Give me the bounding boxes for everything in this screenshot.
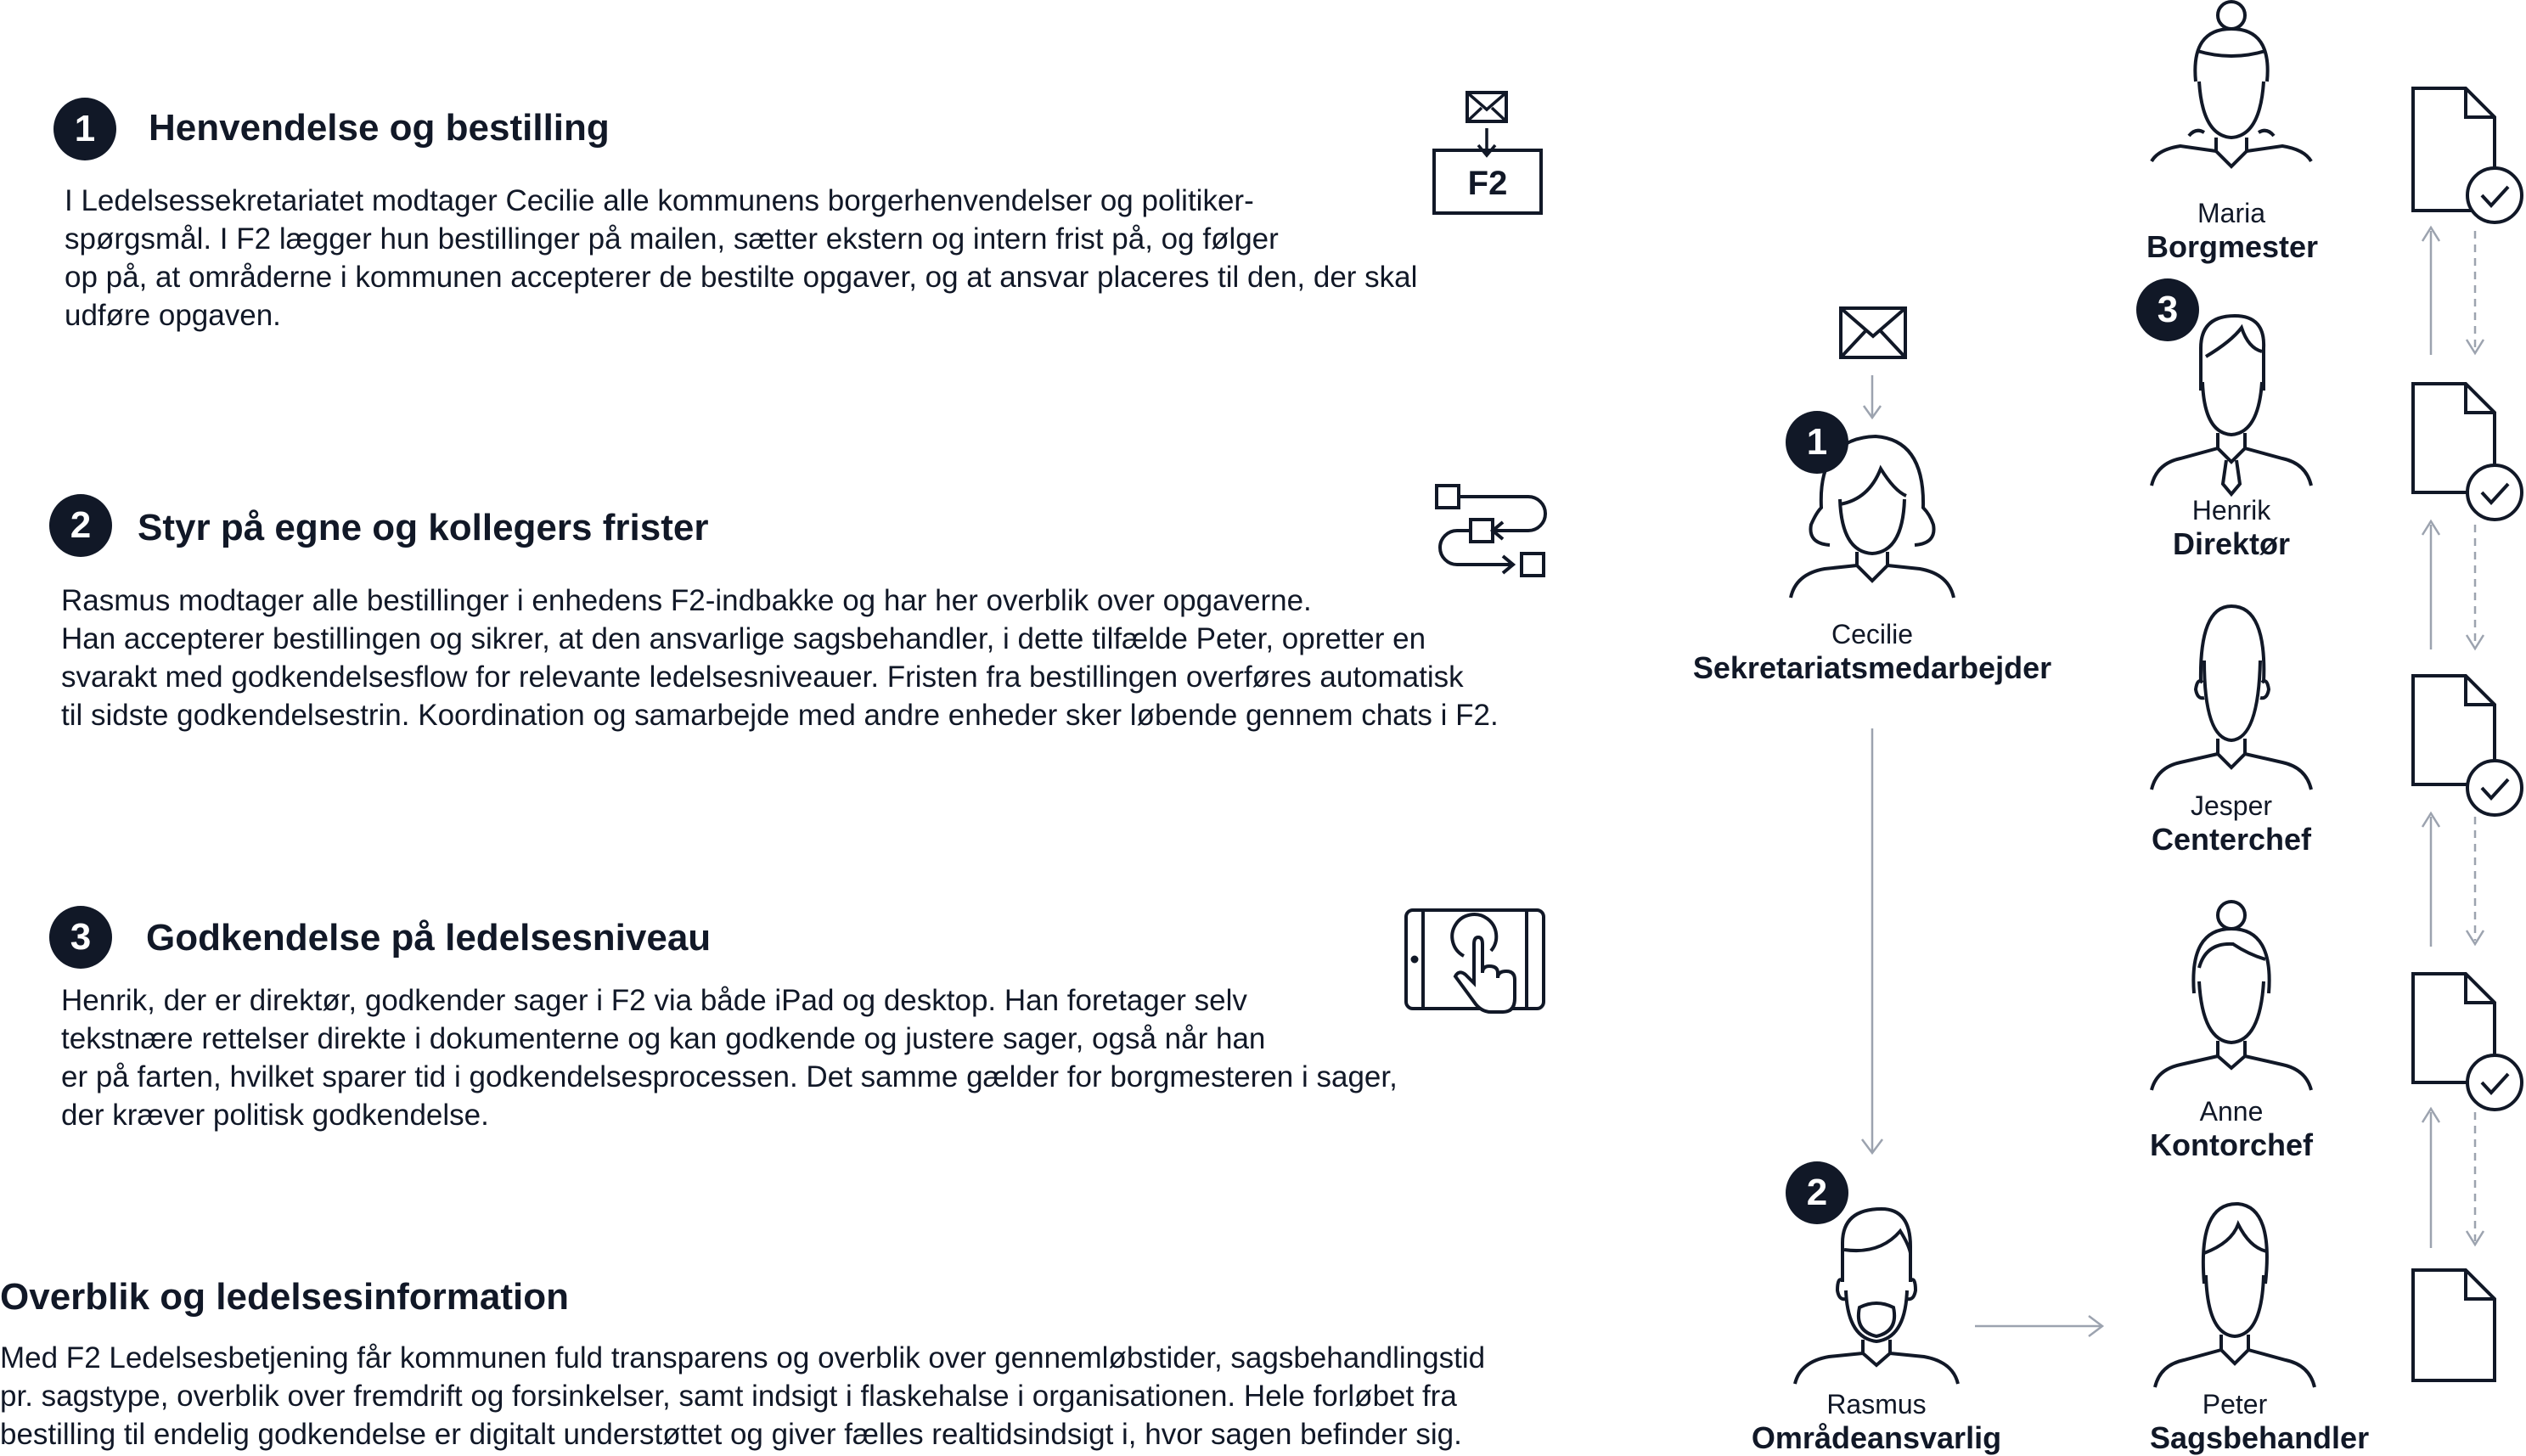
person-name: Rasmus xyxy=(1826,1389,1927,1419)
person-name: Cecilie xyxy=(1831,619,1914,649)
section-2-line: Rasmus modtager alle bestillinger i enhedens F2-indbakke og har her overblik over opgaverne. xyxy=(61,584,1312,617)
section-1-line: spørgsmål. I F2 lægger hun bestillinger på mailen, sætter ekstern og intern frist på, og følger xyxy=(65,222,1279,256)
person-role: Borgmester xyxy=(2146,229,2319,264)
person-role: Kontorchef xyxy=(2150,1127,2313,1162)
overview-line: Med F2 Ledelsesbetjening får kommunen fuld transparens og overblik over gennemløbstider, sagsbehandlingstid xyxy=(0,1341,1486,1374)
person-role: Sagsbehandler xyxy=(2150,1420,2370,1455)
peter-avatar-icon xyxy=(2150,1199,2320,1394)
step-badge-2-diagram: 2 xyxy=(1786,1161,1848,1224)
maria-avatar-icon xyxy=(2146,0,2316,204)
person-maria xyxy=(2146,197,2319,265)
person-peter xyxy=(2150,1388,2370,1456)
person-name: Henrik xyxy=(2191,495,2271,526)
person-name: Anne xyxy=(2199,1096,2264,1127)
section-3-line: tekstnære rettelser direkte i dokumenterne og kan godkende og justere sager, også når han xyxy=(61,1022,1266,1055)
section-1-line: udføre opgaven. xyxy=(65,299,281,332)
person-role: Direktør xyxy=(2172,526,2291,561)
step-badge-1: 1 xyxy=(53,98,116,160)
person-anne xyxy=(2146,1095,2316,1163)
step-badge-1-diagram: 1 xyxy=(1786,411,1848,474)
overview-line: pr. sagstype, overblik over fremdrift og forsinkelser, samt indsigt i flaskehalse i organisationen. Hele forløbet fra xyxy=(0,1380,1457,1413)
approved-document-icon xyxy=(2410,970,2526,1113)
step-badge-3: 3 xyxy=(49,906,112,969)
section-3-line: Henrik, der er direktør, godkender sager i F2 via både iPad og desktop. Han foretager selv xyxy=(61,984,1247,1017)
person-name: Maria xyxy=(2197,198,2265,228)
f2-label: F2 xyxy=(1467,165,1508,202)
step-badge-2: 2 xyxy=(49,494,112,557)
section-1-line: I Ledelsessekretariatet modtager Cecilie alle kommunens borgerhenvendelser og politiker- xyxy=(65,184,1254,217)
person-role: Områdeansvarlig xyxy=(1751,1420,2002,1455)
section-2-line: Han accepterer bestillingen og sikrer, at den ansvarlige sagsbehandler, i dette tilfælde Peter, opretter en xyxy=(61,622,1426,655)
section-1-line: op på, at områderne i kommunen accepterer de bestilte opgaver, og at ansvar placeres til den, der skal xyxy=(65,261,1418,294)
person-role: Sekretariatsmedarbejder xyxy=(1692,650,2052,685)
anne-avatar-icon xyxy=(2146,900,2316,1104)
approved-document-icon xyxy=(2410,672,2526,815)
mail-icon xyxy=(1838,306,1908,360)
step-badge-3-diagram: 3 xyxy=(2136,278,2199,341)
section-3-title: Godkendelse på ledelsesniveau xyxy=(146,917,712,958)
section-1-title: Henvendelse og bestilling xyxy=(149,107,610,149)
section-2-line: svarakt med godkendelsesflow for relevante ledelsesniveauer. Fristen fra bestillingen overføres automatisk xyxy=(61,661,1464,694)
person-rasmus xyxy=(1707,1388,2046,1456)
jesper-avatar-icon xyxy=(2146,601,2316,796)
person-cecilie xyxy=(1685,618,2059,686)
section-3-line: der kræver politisk godkendelse. xyxy=(61,1099,489,1132)
overview-line: bestilling til endelig godkendelse er digitalt understøttet og giver fælles realtidsindsigt i, hvor sagen befinder sig. xyxy=(0,1418,1462,1451)
person-henrik xyxy=(2146,494,2316,562)
section-3-line: er på farten, hvilket sparer tid i godkendelsesprocessen. Det samme gælder for borgmesteren i sager, xyxy=(61,1060,1398,1093)
approved-document-icon xyxy=(2410,85,2526,228)
section-2-line: til sidste godkendelsestrin. Koordination og samarbejde med andre enheder sker løbende gennem chats i F2. xyxy=(61,699,1499,732)
person-jesper xyxy=(2146,790,2316,857)
person-name: Jesper xyxy=(2190,790,2273,821)
person-name: Peter xyxy=(2202,1389,2268,1419)
approved-document-icon xyxy=(2410,380,2526,523)
rasmus-avatar-icon xyxy=(1792,1202,1961,1387)
document-icon xyxy=(2410,1267,2503,1386)
section-2-title: Styr på egne og kollegers frister xyxy=(138,507,709,548)
person-role: Centerchef xyxy=(2151,822,2312,857)
overview-title: Overblik og ledelsesinformation xyxy=(0,1276,569,1318)
